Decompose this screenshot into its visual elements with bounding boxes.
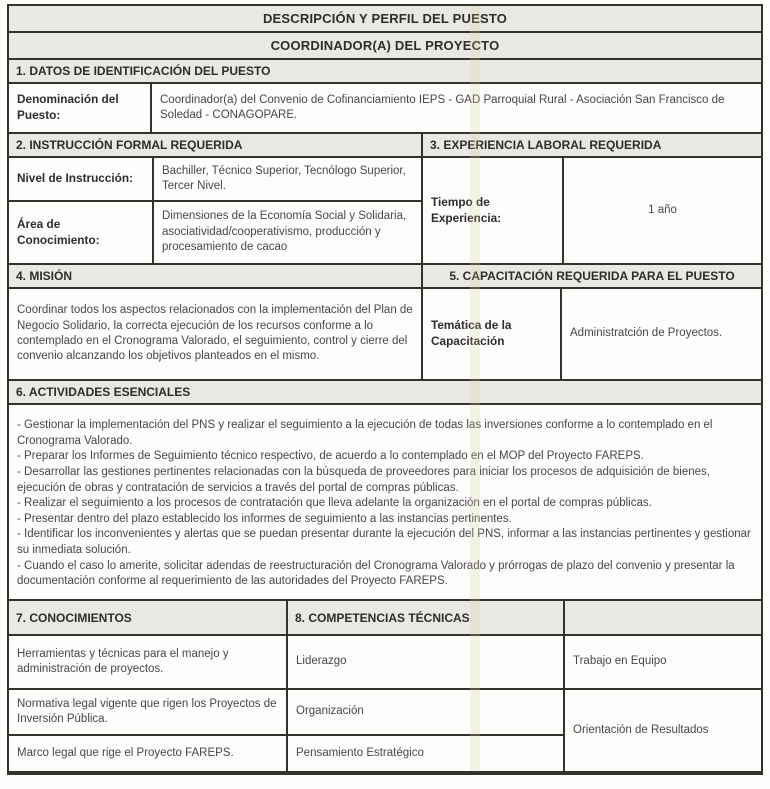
competencia-results: Orientación de Resultados [563,688,761,771]
section2-3-header-row [9,132,761,156]
conocimiento-item: Herramientas y técnicas para el manejo y administración de proyectos. [17,647,229,675]
competencia-item: Pensamiento Estratégico [286,734,563,771]
actividad-item: - Desarrollar las gestiones pertinentes relacionadas con la búsqueda de proveedores para iniciar los procesos de adquisición de bienes, ejecución de obras y contratación de servicios a través del portal de compras públicas. [17,465,710,494]
section1-header: 1. DATOS DE IDENTIFICACIÓN DEL PUESTO [9,58,761,82]
actividad-item: - Preparar los Informes de Seguimiento técnico respectivo, de acuerdo a lo contemplado en el MOP del Proyecto FAREPS. [17,450,644,463]
section4-5-header-row [9,263,761,287]
section3-header: 3. EXPERIENCIA LABORAL REQUERIDA [421,134,761,156]
actividad-item: - Gestionar la implementación del PNS y realizar el seguimiento a la ejecución de todas las inversiones conforme a lo contemplado en el Cronograma Valorado. [17,419,713,447]
area-conocimiento-label: Área de Conocimiento: [9,200,152,263]
section7-8-content [9,634,761,771]
conocimiento-item: Normativa legal vigente que rigen los Proyectos de Inversión Pública. [9,688,286,734]
document-title: DESCRIPCIÓN Y PERFIL DEL PUESTO [9,6,761,31]
section1-row [9,82,761,132]
tiempo-experiencia-label: Tiempo de Experiencia: [421,158,562,263]
nivel-instruccion-label: Nivel de Instrucción: [17,171,134,186]
section6-header: 6. ACTIVIDADES ESENCIALES [9,379,761,403]
section8-header: 8. COMPETENCIAS TÉCNICAS [286,601,563,634]
conocimiento-item: Marco legal que rige el Proyecto FAREPS. [9,734,286,771]
section4-5-content [9,287,761,379]
job-profile-table [7,4,763,775]
competencia-item: Liderazgo [286,636,563,688]
area-conocimiento-value: Dimensiones de la Economía Social y Solidaria, asociatividad/cooperativismo, producción y procesamiento de cacao [152,200,421,263]
actividad-item: - Cuando el caso lo amerite, solicitar adendas de reestructuración del Cronograma Valorado y prórrogas de plazo del convenio y presentar la documentación conforme al requerimiento de las autoridades del Proyecto FAREPS. [17,559,735,588]
section2-header: 2. INSTRUCCIÓN FORMAL REQUERIDA [9,134,421,156]
actividad-item: - Realizar el seguimiento a los procesos de contratación que lleva adelante la organización en el portal de compras públicas. [17,497,652,510]
nivel-instruccion-value: Bachiller, Técnico Superior, Tecnólogo Superior, Tercer Nivel. [152,158,421,200]
section8-extra-header-empty [563,601,761,634]
section2-3-content [9,156,761,263]
tiempo-experiencia-value: 1 año [562,158,761,263]
actividades-list [9,403,761,599]
section7-header: 7. CONOCIMIENTOS [9,601,286,634]
section7-8-header-row [9,599,761,634]
section4-header: 4. MISIÓN [9,265,421,287]
mision-text: Coordinar todos los aspectos relacionados con la implementación del Plan de Negocio Solidario, la correcta ejecución de los recursos conforme a lo contemplado en el Cronograma Valorado, el seguimiento, control y cierre del convenio alcanzando los objetivos planteados en el mismo. [17,304,413,363]
actividad-item: - Presentar dentro del plazo establecido los informes de seguimiento a las instancias pertinentes. [17,512,512,525]
document-subtitle: COORDINADOR(A) DEL PROYECTO [9,31,761,58]
competencia-item: Organización [286,688,563,734]
section5-header: 5. CAPACITACIÓN REQUERIDA PARA EL PUESTO [421,265,761,287]
tematica-capacitacion-value: Administratción de Proyectos. [560,289,761,379]
actividad-item: - Identificar los inconvenientes y alertas que se puedan presentar durante la ejecución del PNS, informar a las instancias pertinentes y gestionar su inmediata solución. [17,528,751,556]
denominacion-value: Coordinador(a) del Convenio de Cofinanciamiento IEPS - GAD Parroquial Rural - Asociación San Francisco de Soledad - CONAGOPARE. [150,84,761,132]
denominacion-label: Denominación del Puesto: [17,92,119,122]
tematica-capacitacion-label: Temática de la Capacitación [421,289,560,379]
competencia-teamwork: Trabajo en Equipo [563,636,761,688]
